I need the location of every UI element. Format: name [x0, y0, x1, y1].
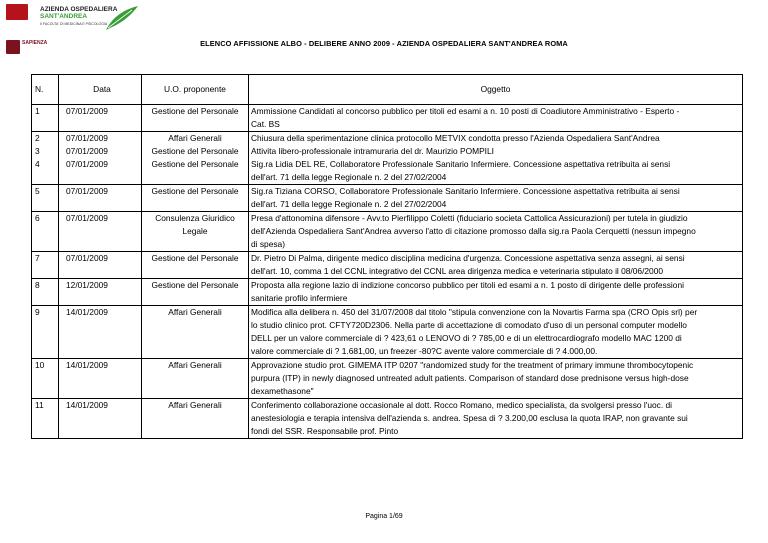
table-row [32, 171, 743, 185]
header-uo: U.O. proponente [142, 75, 249, 105]
page-number: Pagina 1/69 [365, 513, 403, 520]
row-uo [142, 198, 249, 212]
table-row [32, 145, 743, 158]
table-row [32, 345, 743, 359]
table-row [32, 425, 743, 439]
header-logos [6, 4, 156, 60]
document-title: ELENCO AFFISSIONE ALBO - DELIBERE ANNO 2009 - AZIENDA OSPEDALIERA SANT'ANDREA ROMA [200, 39, 568, 48]
table-row [32, 306, 743, 320]
row-oggetto: Cat. BS [249, 118, 743, 132]
row-oggetto: Sig.ra Lidia DEL RE, Collaboratore Professionale Sanitario Infermiere. Concessione aspettativa retribuita ai sensi [249, 158, 743, 171]
row-date [59, 118, 142, 132]
logo-text-line2: SANT'ANDREA [40, 13, 88, 20]
row-date: 12/01/2009 [59, 279, 142, 293]
row-oggetto: lo studio clinico prot. CFTY720D2306. Nella parte di accettazione di comodato d'uso di un personal computer modello [249, 319, 743, 332]
row-oggetto: Proposta alla regione lazio di indizione concorso pubblico per titoli ed esami a n. 1 posto di dirigente delle professioni [249, 279, 743, 293]
row-number [32, 319, 59, 332]
table-row [32, 158, 743, 171]
row-number: 9 [32, 306, 59, 320]
row-uo: Affari Generali [142, 359, 249, 373]
row-number [32, 292, 59, 306]
row-oggetto: dell'Azienda Ospedaliera Sant'Andrea avverso l'atto di citazione promosso dalla sig.ra Paola Cerquetti (nessun impegno [249, 225, 743, 238]
row-date [59, 412, 142, 425]
row-oggetto: Presa d'attonomina difensore - Avv.to Pierfilippo Coletti (fiduciario societa Cattolica Assicurazioni) per tutela in giudizio [249, 212, 743, 226]
row-oggetto: valore commerciale di ? 1.681,00, un freezer -80?C avente valore commerciale di ? 4.000,00. [249, 345, 743, 359]
row-oggetto: Dr. Pietro Di Palma, dirigente medico disciplina medicina d'urgenza. Concessione aspettativa senza assegni, ai sensi [249, 252, 743, 266]
row-number [32, 238, 59, 252]
row-oggetto: dell'art. 71 della legge Regionale n. 2 del 27/02/2004 [249, 198, 743, 212]
row-uo: Gestione del Personale [142, 279, 249, 293]
table-row [32, 372, 743, 385]
row-date [59, 319, 142, 332]
row-uo: Gestione del Personale [142, 252, 249, 266]
row-number: 4 [32, 158, 59, 171]
row-uo [142, 385, 249, 399]
row-number [32, 372, 59, 385]
row-oggetto: dexamethasone" [249, 385, 743, 399]
row-number: 11 [32, 399, 59, 413]
table-row [32, 292, 743, 306]
row-oggetto: Modifica alla delibera n. 450 del 31/07/2008 dal titolo "stipula convenzione con la Novartis Farma spa (CRO Opis srl) per [249, 306, 743, 320]
row-uo: Gestione del Personale [142, 145, 249, 158]
row-uo [142, 412, 249, 425]
row-date [59, 385, 142, 399]
row-oggetto: Attivita libero-professionale intramuraria del dr. Maurizio POMPILI [249, 145, 743, 158]
row-number [32, 332, 59, 345]
header-number: N. [32, 75, 59, 105]
table-row [32, 412, 743, 425]
row-uo: Gestione del Personale [142, 158, 249, 171]
row-number: 2 [32, 132, 59, 146]
row-number: 8 [32, 279, 59, 293]
row-uo: Affari Generali [142, 306, 249, 320]
row-oggetto: DELL per un valore commerciale di ? 423,61 o LENOVO di ? 785,00 e di un elettrocardiografo modello MAC 1200 di [249, 332, 743, 345]
row-oggetto: dell'art. 71 della legge Regionale n. 2 del 27/02/2004 [249, 171, 743, 185]
row-number [32, 171, 59, 185]
row-date: 07/01/2009 [59, 158, 142, 171]
table-row [32, 238, 743, 252]
row-date [59, 198, 142, 212]
row-uo: Gestione del Personale [142, 185, 249, 199]
table-header-row [32, 75, 743, 105]
row-oggetto: anestesiologia e terapia intensiva dell'azienda s. andrea. Spesa di ? 3.200,00 esclusa la quota IRAP, non gravante sui [249, 412, 743, 425]
table-row [32, 385, 743, 399]
row-uo [142, 292, 249, 306]
row-number: 6 [32, 212, 59, 226]
row-number: 3 [32, 145, 59, 158]
row-number [32, 385, 59, 399]
row-uo: Affari Generali [142, 132, 249, 146]
row-uo [142, 319, 249, 332]
row-oggetto: Ammissione Candidati al concorso pubblico per titoli ed esami a n. 10 posti di Coadiutore Amministrativo - Esperto - [249, 105, 743, 119]
row-date [59, 372, 142, 385]
row-oggetto: dell'art. 10, comma 1 del CCNL integrativo del CCNL area dirigenza medica e veterinaria stipulato il 08/06/2000 [249, 265, 743, 279]
row-date [59, 292, 142, 306]
regione-lazio-logo [6, 4, 28, 20]
row-uo: Gestione del Personale [142, 105, 249, 119]
row-date: 07/01/2009 [59, 252, 142, 266]
row-number [32, 265, 59, 279]
row-date [59, 345, 142, 359]
header-oggetto: Oggetto [249, 75, 743, 105]
row-oggetto: Conferimento collaborazione occasionale al dott. Rocco Romano, medico specialista, da svolgersi presso l'uoc. di [249, 399, 743, 413]
table-row [32, 185, 743, 199]
row-number [32, 225, 59, 238]
table-row [32, 132, 743, 146]
row-date: 07/01/2009 [59, 145, 142, 158]
leaf-logo-icon [102, 4, 142, 32]
logo-text-line1: AZIENDA OSPEDALIERA [40, 6, 118, 13]
table-row [32, 198, 743, 212]
row-date: 14/01/2009 [59, 306, 142, 320]
row-date: 07/01/2009 [59, 132, 142, 146]
sapienza-text: SAPIENZA [22, 40, 48, 46]
table-row [32, 359, 743, 373]
row-number [32, 425, 59, 439]
row-date [59, 238, 142, 252]
row-oggetto: sanitarie profilo infermiere [249, 292, 743, 306]
row-uo [142, 171, 249, 185]
row-number: 5 [32, 185, 59, 199]
row-date [59, 425, 142, 439]
logo-subtitle: II FACOLTA' DI MEDICINA E PSICOLOGIA [40, 22, 108, 26]
row-date: 14/01/2009 [59, 359, 142, 373]
row-number: 7 [32, 252, 59, 266]
table-row [32, 332, 743, 345]
table-row [32, 265, 743, 279]
row-number [32, 412, 59, 425]
row-uo [142, 332, 249, 345]
row-number: 1 [32, 105, 59, 119]
row-uo [142, 238, 249, 252]
row-date [59, 332, 142, 345]
row-oggetto: fondi del SSR. Responsabile prof. Pinto [249, 425, 743, 439]
row-uo [142, 372, 249, 385]
row-uo [142, 425, 249, 439]
row-date: 07/01/2009 [59, 185, 142, 199]
row-uo: Affari Generali [142, 399, 249, 413]
row-date: 07/01/2009 [59, 212, 142, 226]
row-oggetto: Chiusura della sperimentazione clinica protocollo METVIX condotta presso l'Azienda Ospedaliera Sant'Andrea [249, 132, 743, 146]
delibere-table [31, 74, 743, 439]
row-date [59, 225, 142, 238]
table-row [32, 319, 743, 332]
row-date: 14/01/2009 [59, 399, 142, 413]
row-date: 07/01/2009 [59, 105, 142, 119]
row-uo: Consulenza Giuridico [142, 212, 249, 226]
row-date [59, 265, 142, 279]
row-number: 10 [32, 359, 59, 373]
row-uo [142, 345, 249, 359]
table-row [32, 279, 743, 293]
table-row [32, 399, 743, 413]
row-uo [142, 265, 249, 279]
table-row [32, 118, 743, 132]
row-number [32, 198, 59, 212]
table-row [32, 212, 743, 226]
row-date [59, 171, 142, 185]
row-oggetto: di spesa) [249, 238, 743, 252]
row-oggetto: Approvazione studio prot. GIMEMA ITP 0207 "randomized study for the treatment of primary immune thrombocytopenic [249, 359, 743, 373]
row-number [32, 345, 59, 359]
row-oggetto: purpura (ITP) in newly diagnosed untreated adult patients. Comparison of standard dose prednisone versus high-dose [249, 372, 743, 385]
row-number [32, 118, 59, 132]
header-date: Data [59, 75, 142, 105]
table-row [32, 225, 743, 238]
table-row [32, 105, 743, 119]
row-oggetto: Sig.ra Tiziana CORSO, Collaboratore Professionale Sanitario Infermiere. Concessione aspettativa retribuita ai sensi [249, 185, 743, 199]
row-uo [142, 118, 249, 132]
table-row [32, 252, 743, 266]
row-uo: Legale [142, 225, 249, 238]
